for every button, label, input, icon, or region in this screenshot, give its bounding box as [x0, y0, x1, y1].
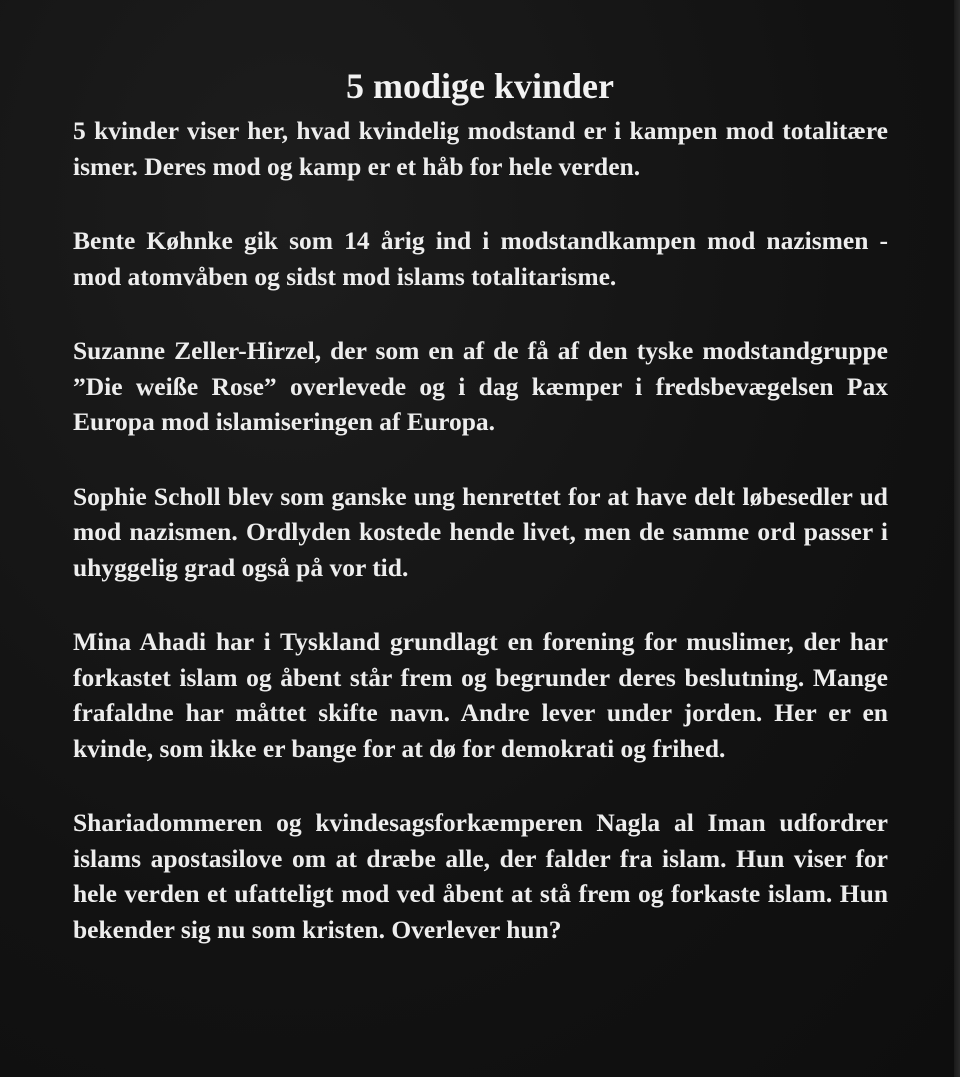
cover-blurb — [73, 113, 888, 947]
blurb-paragraph-nagla-al-iman: Shariadommeren og kvindesagsforkæmperen Nagla al Iman udfordrer islams apostasilove om at dræbe alle, der falder fra islam. Hun viser for hele verden et ufatteligt mod ved åbent at stå frem og forkaste islam. Hun bekender sig nu som kristen. Overlever hun? — [73, 808, 888, 944]
cover-title: 5 modige kvinder — [345, 66, 614, 106]
blurb-paragraph-suzanne-zeller-hirzel: Suzanne Zeller-Hirzel, der som en af de få af den tyske modstandgruppe ”Die weiße Rose” overlevede og i dag kæmper i fredsbevægelsen Pax Europa mod islamiseringen af Europa. — [73, 336, 888, 436]
blurb-paragraph-mina-ahadi: Mina Ahadi har i Tyskland grundlagt en forening for muslimer, der har forkastet islam og åbent står frem og begrunder deres beslutning. Mange frafaldne har måttet skifte navn. Andre lever under jorden. Her er en kvinde, som ikke er bange for at dø for demokrati og frihed. — [73, 627, 888, 763]
blurb-paragraph-bente-kohnke: Bente Køhnke gik som 14 årig ind i modstandkampen mod nazismen - mod atomvåben og sidst mod islams totalitarisme. — [73, 226, 888, 291]
cover-edge — [954, 0, 960, 1077]
blurb-paragraph-intro: 5 kvinder viser her, hvad kvindelig modstand er i kampen mod totalitære ismer. Deres mod og kamp er et håb for hele verden. — [73, 116, 888, 181]
blurb-paragraph-sophie-scholl: Sophie Scholl blev som ganske ung henrettet for at have delt løbesedler ud mod nazismen. Ordlyden kostede hende livet, men de samme ord passer i uhyggelig grad også på vor tid. — [73, 481, 888, 582]
